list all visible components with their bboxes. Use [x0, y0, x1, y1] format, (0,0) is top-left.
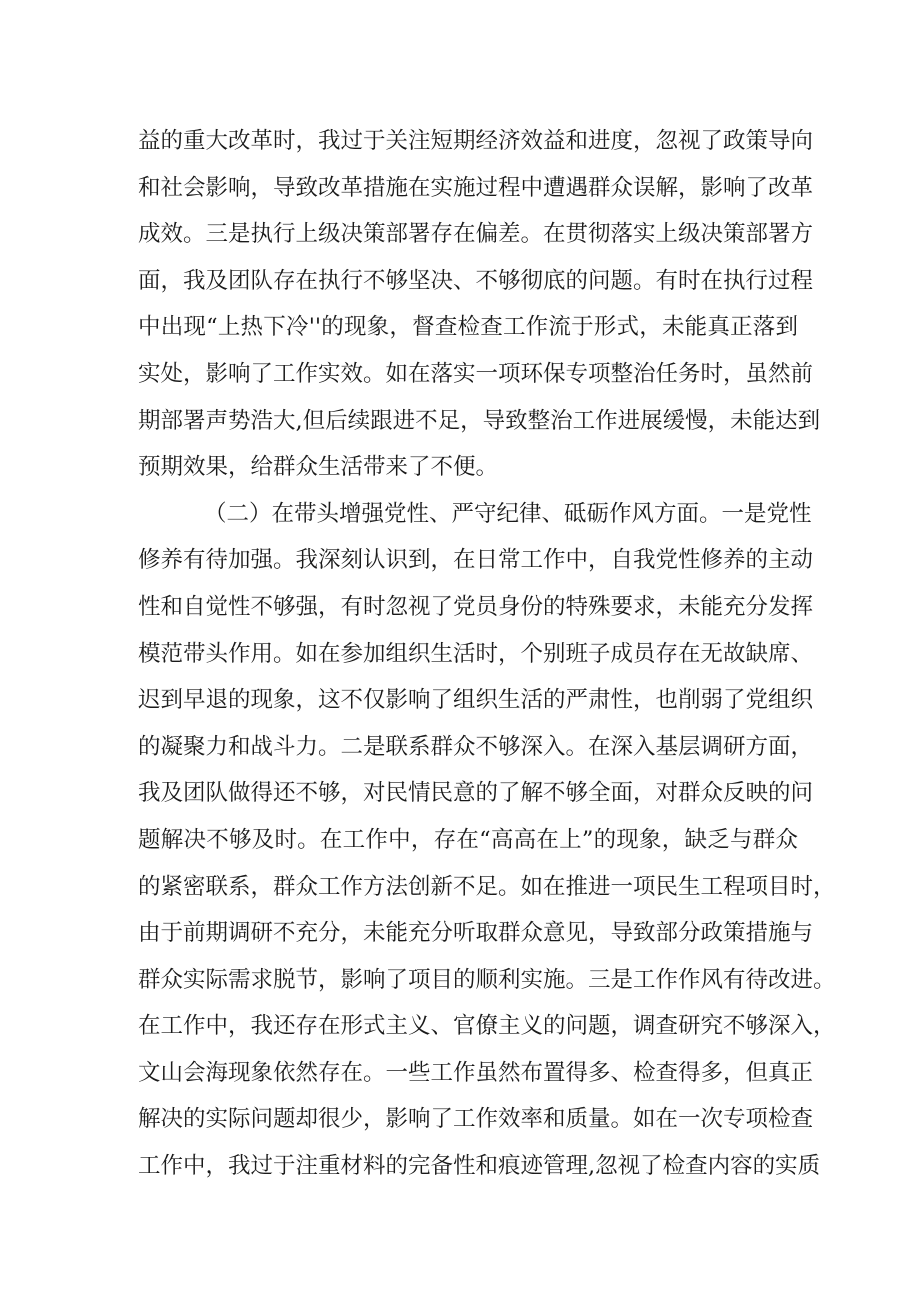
text-line-17: 的紧密联系，群众工作方法创新不足。如在推进一项民生工程项目时，: [138, 873, 836, 900]
text-line-15: 我及团队做得还不够，对民情民意的了解不够全面，对群众反映的问: [138, 780, 814, 807]
text-line-23: 工作中，我过于注重材料的完备性和痕迹管理,忽视了检查内容的实质: [138, 1153, 821, 1180]
text-line-3: 成效。三是执行上级决策部署存在偏差。在贯彻落实上级决策部署方: [138, 221, 814, 248]
text-line-1: 益的重大改革时，我过于关注短期经济效益和进度，忽视了政策导向: [138, 128, 814, 154]
text-line-2: 和社会影响，导致改革措施在实施过程中遭遇群众误解，影响了改革: [138, 174, 814, 201]
text-line-21: 文山会海现象依然存在。一些工作虽然布置得多、检查得多，但真正: [138, 1059, 814, 1086]
text-line-16: 题解决不够及时。在工作中，存在“高高在上”的现象，缺乏与群众: [138, 826, 798, 853]
text-line-14: 的凝聚力和战斗力。二是联系群众不够深入。在深入基层调研方面，: [138, 733, 814, 760]
text-line-11: 性和自觉性不够强，有时忽视了党员身份的特殊要求，未能充分发挥: [138, 593, 814, 620]
text-line-13: 迟到早退的现象，这不仅影响了组织生活的严肃性，也削弱了党组织: [138, 687, 814, 714]
text-line-18: 由于前期调研不充分，未能充分听取群众意见，导致部分政策措施与: [138, 920, 814, 947]
section-heading-line: （二）在带头增强党性、严守纪律、砥砺作风方面。一是党性: [204, 500, 812, 527]
text-line-8: 预期效果，给群众生活带来了不便。: [138, 454, 499, 481]
body-text: [138, 118, 836, 1190]
text-line-19: 群众实际需求脱节，影响了项目的顺利实施。三是工作作风有待改进。: [138, 966, 836, 993]
text-line-7: 期部署声势浩大,但后续跟进不足，导致整治工作进展缓慢，未能达到: [138, 407, 821, 434]
text-line-6: 实处，影响了工作实效。如在落实一项环保专项整治任务时，虽然前: [138, 360, 814, 387]
text-line-5: 中出现“上热下冷''的现象，督查检查工作流于形式，未能真正落到: [138, 314, 798, 341]
text-line-20: 在工作中，我还存在形式主义、官僚主义的问题，调查研究不够深入，: [138, 1013, 836, 1040]
text-line-4: 面，我及团队存在执行不够坚决、不够彻底的问题。有时在执行过程: [138, 267, 814, 294]
text-line-10: 修养有待加强。我深刻认识到，在日常工作中，自我党性修养的主动: [138, 547, 814, 574]
text-line-12: 模范带头作用。如在参加组织生活时，个别班子成员存在无故缺席、: [138, 640, 814, 667]
text-line-22: 解决的实际问题却很少，影响了工作效率和质量。如在一次专项检查: [138, 1106, 814, 1133]
